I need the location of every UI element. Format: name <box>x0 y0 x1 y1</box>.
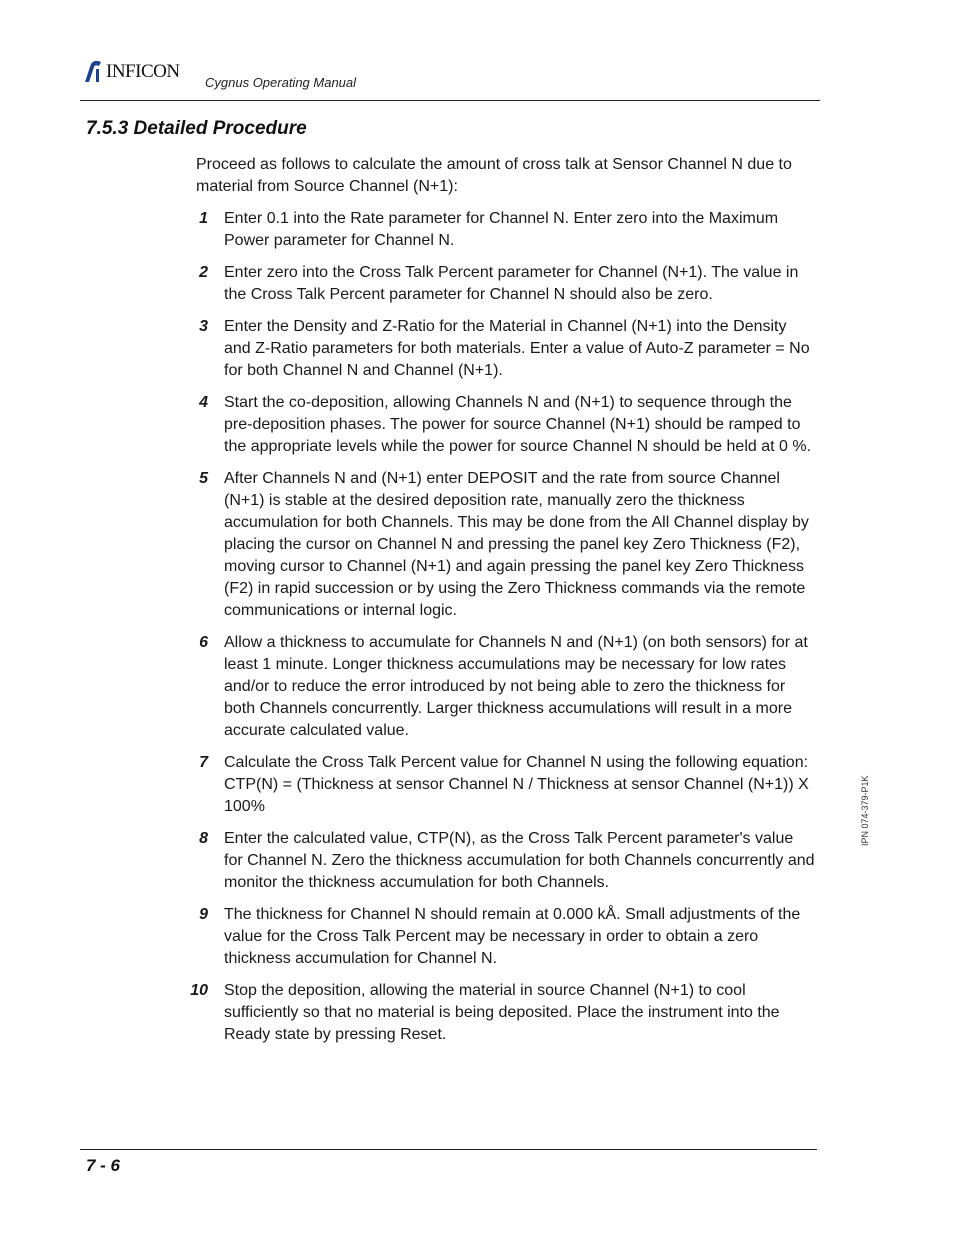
step-item <box>170 980 816 1046</box>
step-number: 3 <box>199 318 208 335</box>
step-text: Enter 0.1 into the Rate parameter for Channel N. Enter zero into the Maximum Power parameter for Channel N. <box>224 210 779 249</box>
step-item <box>170 392 816 458</box>
step-text: Allow a thickness to accumulate for Channels N and (N+1) (on both sensors) for at least 1 minute. Longer thickness accumulations may be necessary for low rates and/or to reduce the error introduced by not being able to zero the thickness for both Channels concurrently. Larger thickness accumulations will result in a more accurate calculated value. <box>224 634 808 739</box>
step-number: 5 <box>199 470 208 487</box>
step-item <box>170 828 816 894</box>
step-item <box>170 468 816 622</box>
procedure-steps <box>170 208 816 1056</box>
step-number: 8 <box>199 830 208 847</box>
page-number: 7 - 6 <box>86 1156 121 1175</box>
manual-title: Cygnus Operating Manual <box>205 75 357 90</box>
ipn-side-label: IPN 074-379-P1K <box>860 775 870 846</box>
step-number: 7 <box>199 754 208 771</box>
inficon-logo <box>82 60 180 84</box>
step-item <box>170 904 816 970</box>
footer-divider <box>80 1149 817 1150</box>
step-number: 9 <box>199 906 208 923</box>
step-number: 4 <box>199 394 208 411</box>
step-text: Calculate the Cross Talk Percent value for Channel N using the following equation: CTP(N) = (Thickness at sensor Channel N / Thickness at sensor Channel (N+1)) X 100% <box>224 754 809 815</box>
step-item <box>170 316 816 382</box>
section-title: 7.5.3 Detailed Procedure <box>86 118 307 139</box>
step-number: 1 <box>199 210 208 227</box>
logo-text: INFICON <box>106 61 180 82</box>
inficon-logo-icon <box>82 60 104 84</box>
step-item <box>170 208 816 252</box>
step-text: Enter the calculated value, CTP(N), as the Cross Talk Percent parameter's value for Channel N. Zero the thickness accumulation for both Channels concurrently and monitor the thickness accumulation for both Channels. <box>224 830 815 891</box>
page-header <box>80 58 820 101</box>
step-text: Enter the Density and Z-Ratio for the Material in Channel (N+1) into the Density and Z-Ratio parameters for both materials. Enter a value of Auto-Z parameter = No for both Channel N and Channel (N+1). <box>224 318 810 379</box>
step-text: After Channels N and (N+1) enter DEPOSIT and the rate from source Channel (N+1) is stable at the desired deposition rate, manually zero the thickness accumulation for both Channels. This may be done from the All Channel display by placing the cursor on Channel N and pressing the panel key Zero Thickness (F2), moving cursor to Channel (N+1) and again pressing the panel key Zero Thickness (F2) in rapid succession or by using the Zero Thickness commands via the remote communications or internal logic. <box>224 470 809 619</box>
intro-paragraph: Proceed as follows to calculate the amount of cross talk at Sensor Channel N due to material from Source Channel (N+1): <box>196 156 792 195</box>
step-number: 2 <box>199 264 208 281</box>
step-number: 10 <box>190 982 208 999</box>
step-number: 6 <box>199 634 208 651</box>
step-text: Enter zero into the Cross Talk Percent parameter for Channel (N+1). The value in the Cross Talk Percent parameter for Channel N should also be zero. <box>224 264 799 303</box>
step-item <box>170 632 816 742</box>
step-item <box>170 752 816 818</box>
step-text: Start the co-deposition, allowing Channels N and (N+1) to sequence through the pre-deposition phases. The power for source Channel (N+1) should be ramped to the appropriate levels while the power for source Channel N should be held at 0 %. <box>224 394 812 455</box>
step-text: The thickness for Channel N should remain at 0.000 kÅ. Small adjustments of the value for the Cross Talk Percent may be necessary in order to obtain a zero thickness accumulation for Channel N. <box>224 906 801 967</box>
step-text: Stop the deposition, allowing the material in source Channel (N+1) to cool sufficiently so that no material is being deposited. Place the instrument into the Ready state by pressing Reset. <box>224 982 780 1043</box>
step-item <box>170 262 816 306</box>
